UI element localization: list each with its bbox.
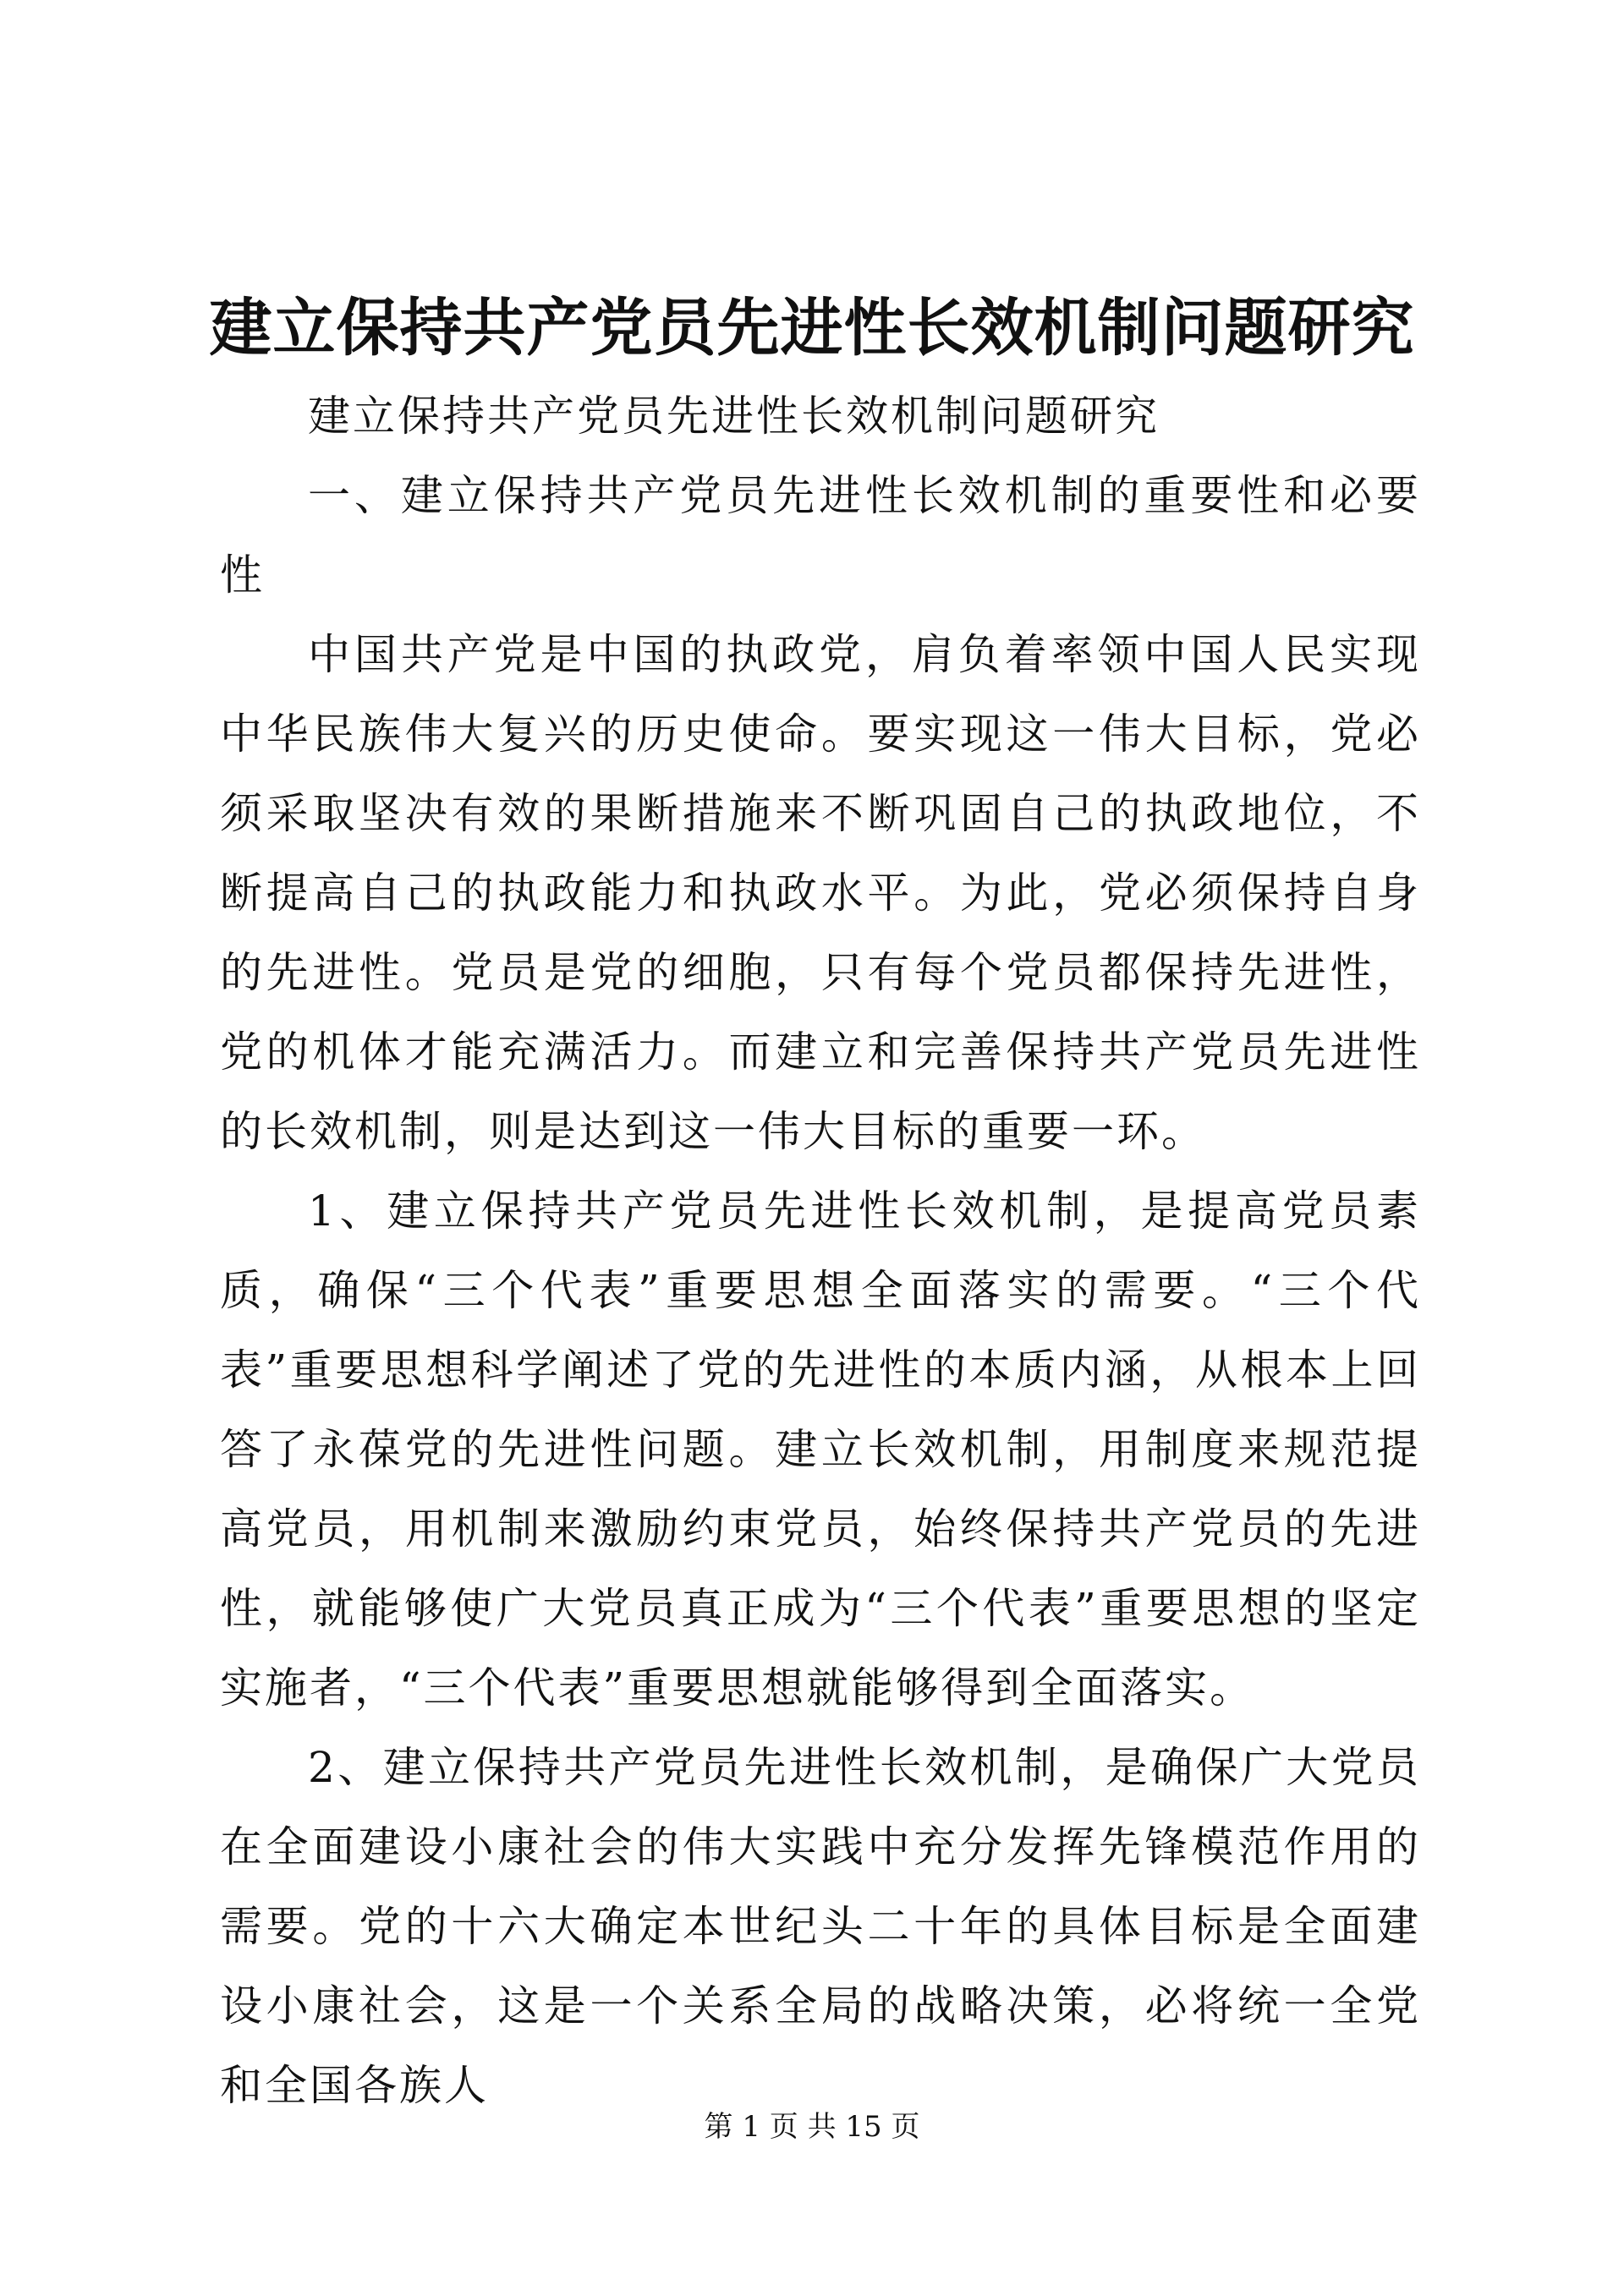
document-body <box>220 376 1421 2125</box>
paragraph-point-2: 2、建立保持共产党员先进性长效机制，是确保广大党员在全面建设小康社会的伟大实践中充分发挥先锋模范作用的需要。党的十六大确定本世纪头二十年的具体目标是全面建设小康社会，这是一个关系全局的战略决策，必将统一全党和全国各族人 <box>220 1743 1421 2110</box>
paragraph-point-1: 1、建立保持共产党员先进性长效机制，是提高党员素质，确保“三个代表”重要思想全面落实的需要。“三个代表”重要思想科学阐述了党的先进性的本质内涵，从根本上回答了永葆党的先进性问题。建立长效机制，用制度来规范提高党员，用机制来激励约束党员，始终保持共产党员的先进性，就能够使广大党员真正成为“三个代表”重要思想的坚定实施者，“三个代表”重要思想就能够得到全面落实。 <box>220 1186 1421 1712</box>
paragraph-section-heading: 一、建立保持共产党员先进性长效机制的重要性和必要性 <box>220 471 1421 600</box>
paragraph-subtitle: 建立保持共产党员先进性长效机制问题研究 <box>308 392 1160 441</box>
document-title: 建立保持共产党员先进性长效机制问题研究 <box>209 292 1415 364</box>
page-footer: 第 1 页 共 15 页 <box>704 2110 920 2144</box>
paragraph-intro: 中国共产党是中国的执政党，肩负着率领中国人民实现中华民族伟大复兴的历史使命。要实现这一伟大目标，党必须采取坚决有效的果断措施来不断巩固自己的执政地位，不断提高自己的执政能力和执政水平。为此，党必须保持自身的先进性。党员是党的细胞，只有每个党员都保持先进性，党的机体才能充满活力。而建立和完善保持共产党员先进性的长效机制，则是达到这一伟大目标的重要一环。 <box>220 630 1421 1156</box>
